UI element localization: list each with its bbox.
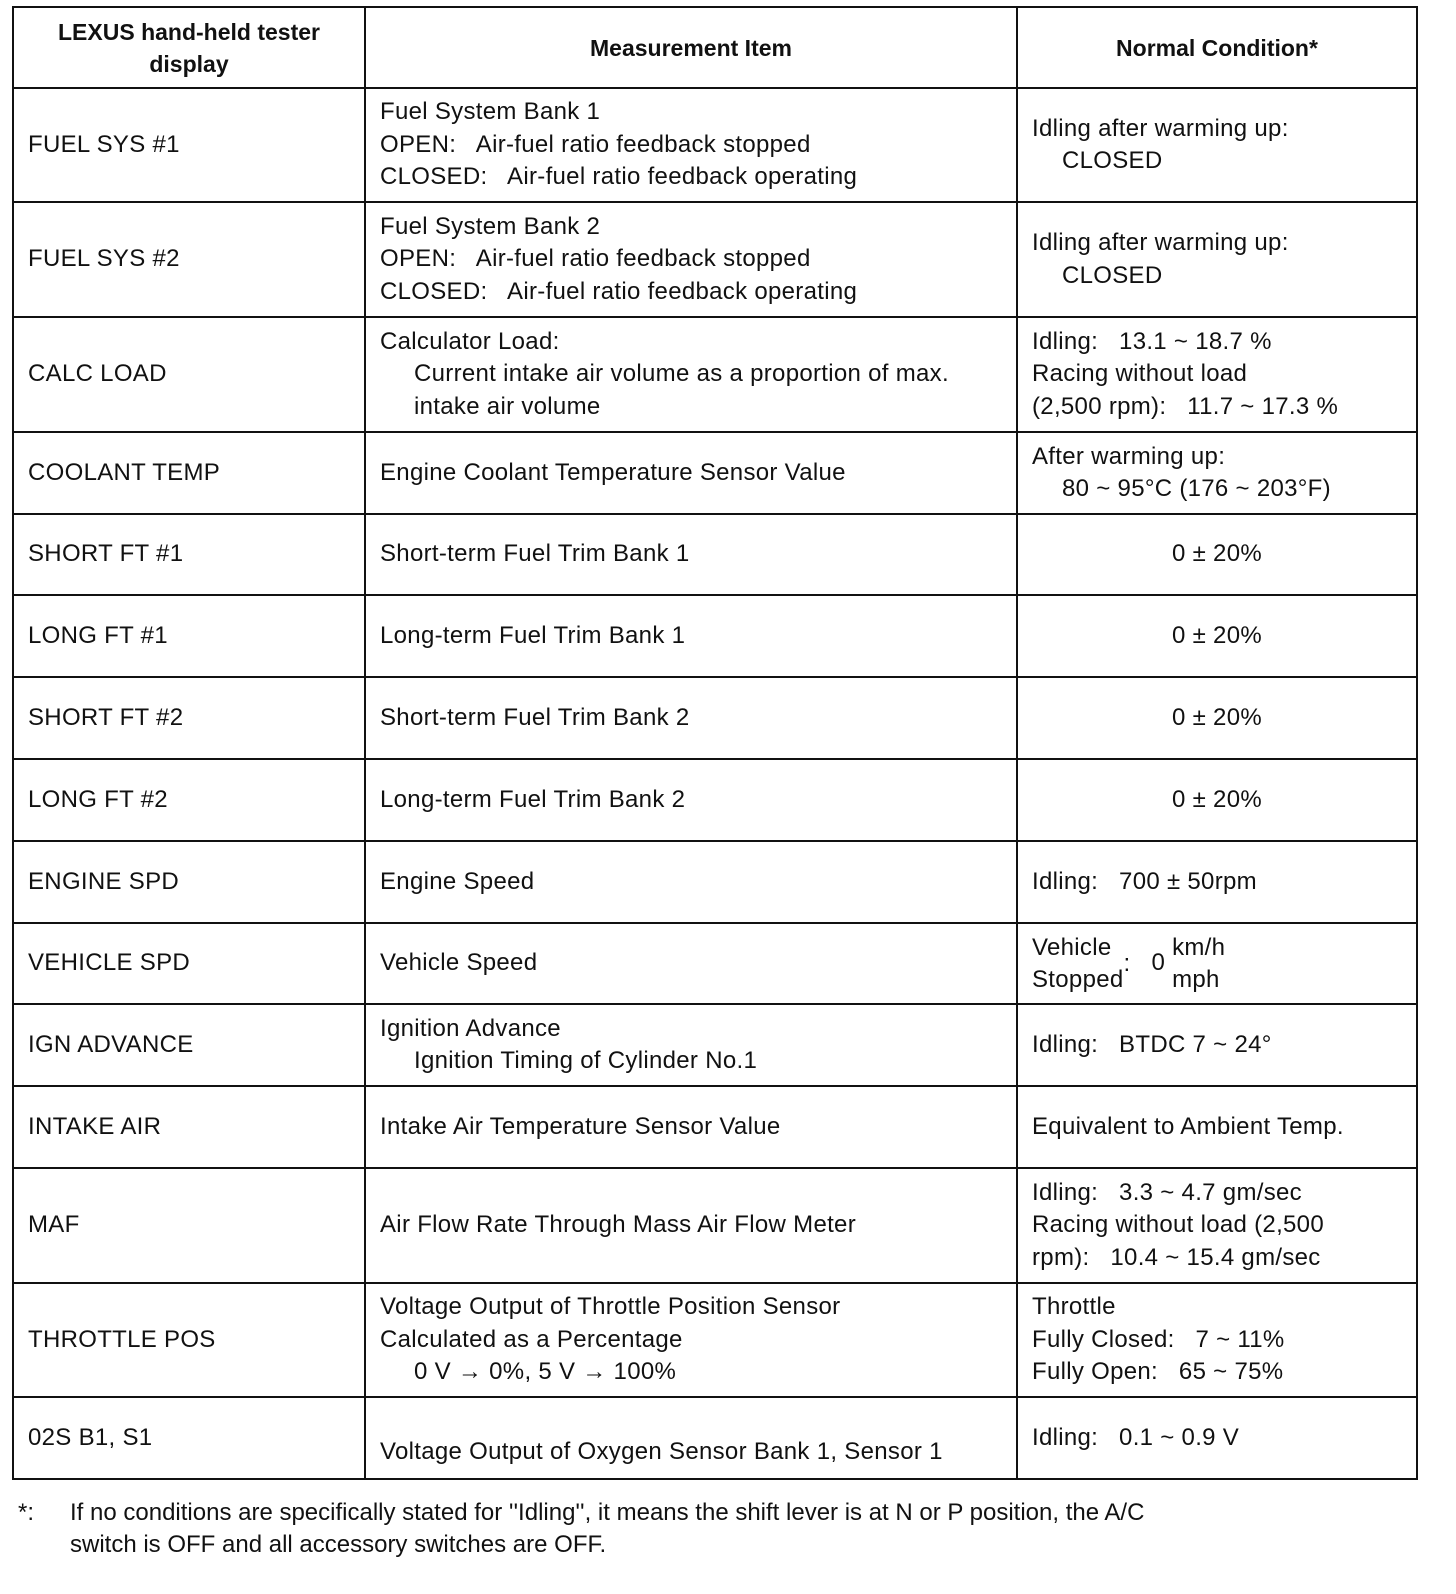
table-row — [13, 1283, 1417, 1397]
normal-condition-cell: Vehicle Stopped : 0 km/h mph — [1017, 923, 1417, 1004]
tester-display-cell: INTAKE AIR — [13, 1086, 365, 1168]
normal-condition-cell: After warming up: 80 ~ 95°C (176 ~ 203°F) — [1017, 432, 1417, 514]
tester-display-cell: SHORT FT #1 — [13, 514, 365, 595]
tester-display-cell: 02S B1, S1 — [13, 1397, 365, 1479]
footnote-line-2: switch is OFF and all accessory switches are OFF. — [70, 1531, 607, 1558]
tester-display-cell: FUEL SYS #1 — [13, 88, 365, 202]
normal-condition-cell: Idling: 0.1 ~ 0.9 V — [1017, 1397, 1417, 1479]
normal-condition-cell: Idling: 700 ± 50rpm — [1017, 841, 1417, 923]
footnote — [18, 1497, 1438, 1561]
tester-display-cell: THROTTLE POS — [13, 1283, 365, 1397]
table-row — [13, 595, 1417, 677]
measurement-item-cell: Engine Speed — [365, 841, 1017, 923]
tester-display-cell: COOLANT TEMP — [13, 432, 365, 514]
normal-condition-cell: Throttle Fully Closed: 7 ~ 11% Fully Open: 65 ~ 75% — [1017, 1283, 1417, 1397]
measurement-item-cell: Voltage Output of Oxygen Sensor Bank 1, Sensor 1 — [365, 1397, 1017, 1479]
table-row — [13, 1086, 1417, 1168]
normal-condition-cell: Idling after warming up: CLOSED — [1017, 202, 1417, 317]
measurement-item-cell: Engine Coolant Temperature Sensor Value — [365, 432, 1017, 514]
measurement-item-cell: Long-term Fuel Trim Bank 2 — [365, 759, 1017, 841]
tester-display-cell: LONG FT #2 — [13, 759, 365, 841]
tester-display-cell: VEHICLE SPD — [13, 923, 365, 1004]
table-row — [13, 317, 1417, 432]
normal-condition-cell: Idling: 13.1 ~ 18.7 % Racing without load (2,500 rpm): 11.7 ~ 17.3 % — [1017, 317, 1417, 432]
measurement-item-cell: Fuel System Bank 2 OPEN: Air-fuel ratio feedback stopped CLOSED: Air-fuel ratio feedback operating — [365, 202, 1017, 317]
tester-display-cell: IGN ADVANCE — [13, 1004, 365, 1086]
tester-display-cell: LONG FT #1 — [13, 595, 365, 677]
header-tester-display: LEXUS hand-held tester display — [13, 7, 365, 88]
normal-condition-cell: 0 ± 20% — [1017, 595, 1417, 677]
measurement-item-cell: Short-term Fuel Trim Bank 1 — [365, 514, 1017, 595]
measurement-item-cell: Long-term Fuel Trim Bank 1 — [365, 595, 1017, 677]
data-list-table — [12, 6, 1418, 1480]
measurement-item-cell: Vehicle Speed — [365, 923, 1017, 1004]
normal-condition-cell: Idling: BTDC 7 ~ 24° — [1017, 1004, 1417, 1086]
table-row — [13, 1397, 1417, 1479]
measurement-item-cell: Intake Air Temperature Sensor Value — [365, 1086, 1017, 1168]
normal-condition-cell: Equivalent to Ambient Temp. — [1017, 1086, 1417, 1168]
table-row — [13, 923, 1417, 1004]
normal-condition-cell: Idling: 3.3 ~ 4.7 gm/sec Racing without load (2,500 rpm): 10.4 ~ 15.4 gm/sec — [1017, 1168, 1417, 1283]
vehicle-stopped-label: Vehicle Stopped — [1032, 933, 1124, 993]
table-row — [13, 759, 1417, 841]
measurement-item-cell: Voltage Output of Throttle Position Sensor Calculated as a Percentage 0 V → 0%, 5 V → 100% — [365, 1283, 1017, 1397]
header-row — [13, 7, 1417, 88]
measurement-item-cell: Air Flow Rate Through Mass Air Flow Meter — [365, 1168, 1017, 1283]
table-row — [13, 1004, 1417, 1086]
normal-condition-cell: 0 ± 20% — [1017, 677, 1417, 759]
table-row — [13, 432, 1417, 514]
table-row — [13, 202, 1417, 317]
tester-display-cell: ENGINE SPD — [13, 841, 365, 923]
header-measurement-item: Measurement Item — [365, 7, 1017, 88]
tester-display-cell: CALC LOAD — [13, 317, 365, 432]
normal-condition-cell: Idling after warming up: CLOSED — [1017, 88, 1417, 202]
table-row — [13, 841, 1417, 923]
measurement-item-cell: Ignition Advance Ignition Timing of Cylinder No.1 — [365, 1004, 1017, 1086]
footnote-marker: *: — [18, 1499, 35, 1526]
table-row — [13, 1168, 1417, 1283]
footnote-line-1: If no conditions are specifically stated for ''Idling'', it means the shift lever is at N or P position, the A/C — [70, 1499, 1145, 1526]
header-normal-condition: Normal Condition* — [1017, 7, 1417, 88]
table-row — [13, 514, 1417, 595]
measurement-item-cell: Fuel System Bank 1 OPEN: Air-fuel ratio feedback stopped CLOSED: Air-fuel ratio feedback operating — [365, 88, 1017, 202]
measurement-item-cell: Short-term Fuel Trim Bank 2 — [365, 677, 1017, 759]
table-row — [13, 677, 1417, 759]
speed-units: km/h mph — [1172, 933, 1226, 993]
table-row — [13, 88, 1417, 202]
normal-condition-cell: 0 ± 20% — [1017, 514, 1417, 595]
tester-display-cell: SHORT FT #2 — [13, 677, 365, 759]
tester-display-cell: FUEL SYS #2 — [13, 202, 365, 317]
measurement-item-cell: Calculator Load: Current intake air volume as a proportion of max. intake air volume — [365, 317, 1017, 432]
tester-display-cell: MAF — [13, 1168, 365, 1283]
normal-condition-cell: 0 ± 20% — [1017, 759, 1417, 841]
